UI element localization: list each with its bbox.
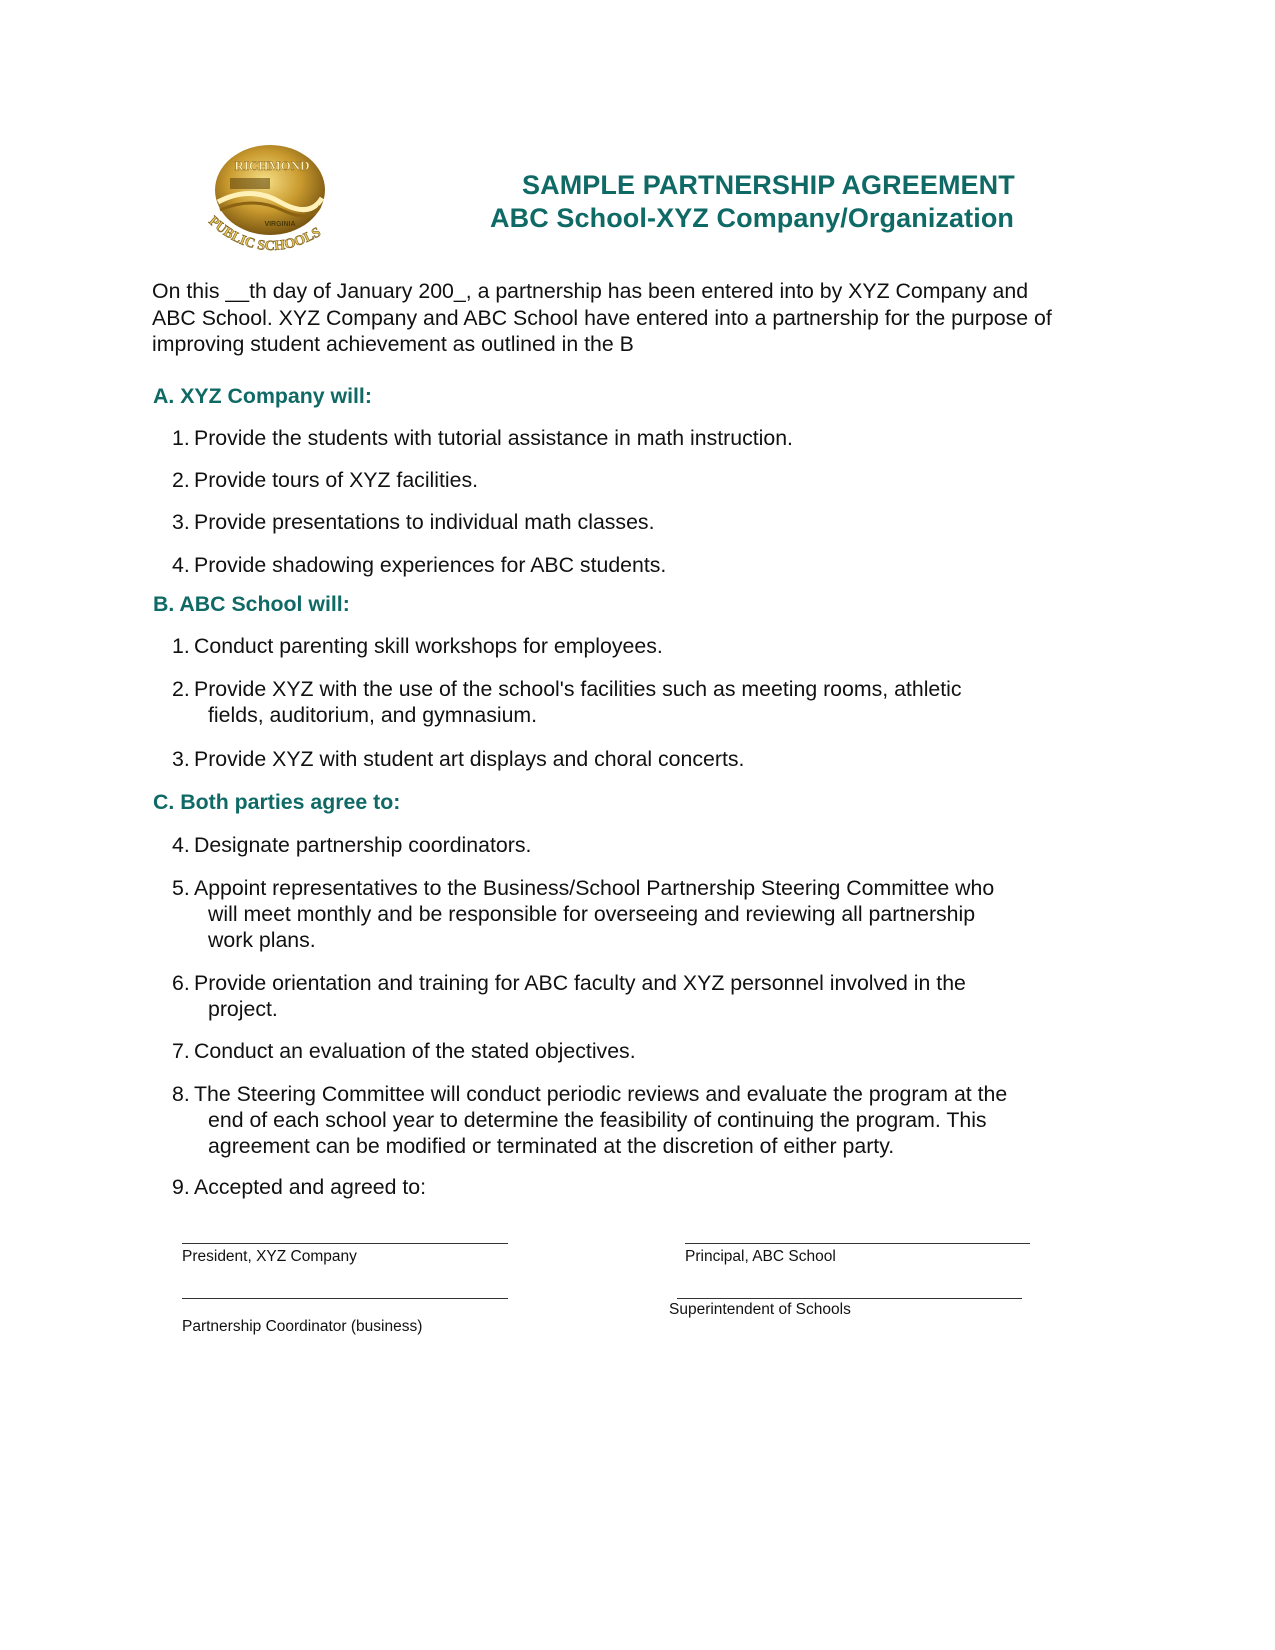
signature-label-superintendent: Superintendent of Schools [669, 1301, 851, 1318]
section-b-heading: B. ABC School will: [153, 592, 350, 616]
item-text: Accepted and agreed to: [194, 1175, 427, 1199]
signature-label-principal: Principal, ABC School [685, 1248, 836, 1265]
item-number: 9. [172, 1175, 190, 1199]
intro-line: On this __th day of January 200_, a partnership has been entered into by XYZ Company and [152, 279, 1029, 303]
document-title: SAMPLE PARTNERSHIP AGREEMENT [522, 170, 1015, 200]
item-text: Provide orientation and training for ABC faculty and XYZ personnel involved in the [194, 971, 966, 995]
list-item [172, 509, 655, 535]
item-text: The Steering Committee will conduct periodic reviews and evaluate the program at the [194, 1082, 1008, 1106]
item-text-continued: fields, auditorium, and gymnasium. [208, 703, 538, 727]
list-item [172, 676, 962, 728]
list-item [172, 875, 994, 953]
list-item [172, 467, 478, 493]
item-text: Provide XYZ with the use of the school's facilities such as meeting rooms, athletic [194, 677, 962, 701]
item-text-continued: agreement can be modified or terminated at the discretion of either party. [208, 1134, 895, 1158]
item-text-continued: end of each school year to determine the feasibility of continuing the program. This [208, 1108, 987, 1132]
item-number: 3. [172, 747, 190, 771]
list-item [172, 832, 531, 858]
section-c-heading: C. Both parties agree to: [153, 790, 401, 814]
signature-line-coordinator[interactable] [182, 1298, 508, 1299]
item-text: Provide the students with tutorial assistance in math instruction. [194, 426, 793, 450]
list-item [172, 1081, 1007, 1159]
signature-line-superintendent[interactable] [677, 1298, 1022, 1299]
item-text-continued: work plans. [208, 928, 316, 952]
item-text: Provide XYZ with student art displays and choral concerts. [194, 747, 745, 771]
signature-line-president[interactable] [182, 1243, 508, 1244]
item-number: 8. [172, 1082, 190, 1106]
list-item [172, 1174, 426, 1200]
intro-line: ABC School. XYZ Company and ABC School have entered into a partnership for the purpose of [152, 305, 1052, 330]
item-text-continued: will meet monthly and be responsible for overseeing and reviewing all partnership [208, 902, 976, 926]
signature-label-president: President, XYZ Company [182, 1248, 357, 1265]
item-text: Provide shadowing experiences for ABC students. [194, 553, 667, 577]
item-text: Conduct an evaluation of the stated objectives. [194, 1039, 636, 1063]
school-logo [200, 140, 350, 265]
item-number: 4. [172, 833, 190, 857]
item-number: 2. [172, 468, 190, 492]
list-item [172, 746, 744, 772]
logo-bottom-text: PUBLIC SCHOOLS [205, 213, 324, 255]
signature-label-coordinator: Partnership Coordinator (business) [182, 1318, 423, 1335]
section-a-heading: A. XYZ Company will: [153, 384, 372, 408]
list-item [172, 425, 793, 451]
item-text: Conduct parenting skill workshops for employees. [194, 634, 663, 658]
item-text: Designate partnership coordinators. [194, 833, 532, 857]
list-item [172, 1038, 636, 1064]
item-text: Appoint representatives to the Business/School Partnership Steering Committee who [194, 876, 995, 900]
list-item [172, 552, 666, 578]
document-subtitle: ABC School-XYZ Company/Organization [490, 203, 1015, 233]
item-number: 2. [172, 677, 190, 701]
logo-top-text: RICHMOND [234, 158, 310, 173]
item-number: 1. [172, 426, 190, 450]
item-number: 3. [172, 510, 190, 534]
list-item [172, 633, 663, 659]
item-number: 6. [172, 971, 190, 995]
list-item [172, 970, 966, 1022]
intro-paragraph [152, 278, 1052, 358]
item-number: 4. [172, 553, 190, 577]
signature-line-principal[interactable] [685, 1243, 1030, 1244]
intro-line: improving student achievement as outlined in the B [152, 332, 634, 356]
item-number: 5. [172, 876, 190, 900]
item-number: 1. [172, 634, 190, 658]
item-number: 7. [172, 1039, 190, 1063]
item-text-continued: project. [208, 997, 278, 1021]
logo-middle-text: VIRGINIA [264, 221, 296, 228]
richmond-public-schools-seal-icon [200, 140, 350, 265]
item-text: Provide tours of XYZ facilities. [194, 468, 479, 492]
item-text: Provide presentations to individual math classes. [194, 510, 655, 534]
